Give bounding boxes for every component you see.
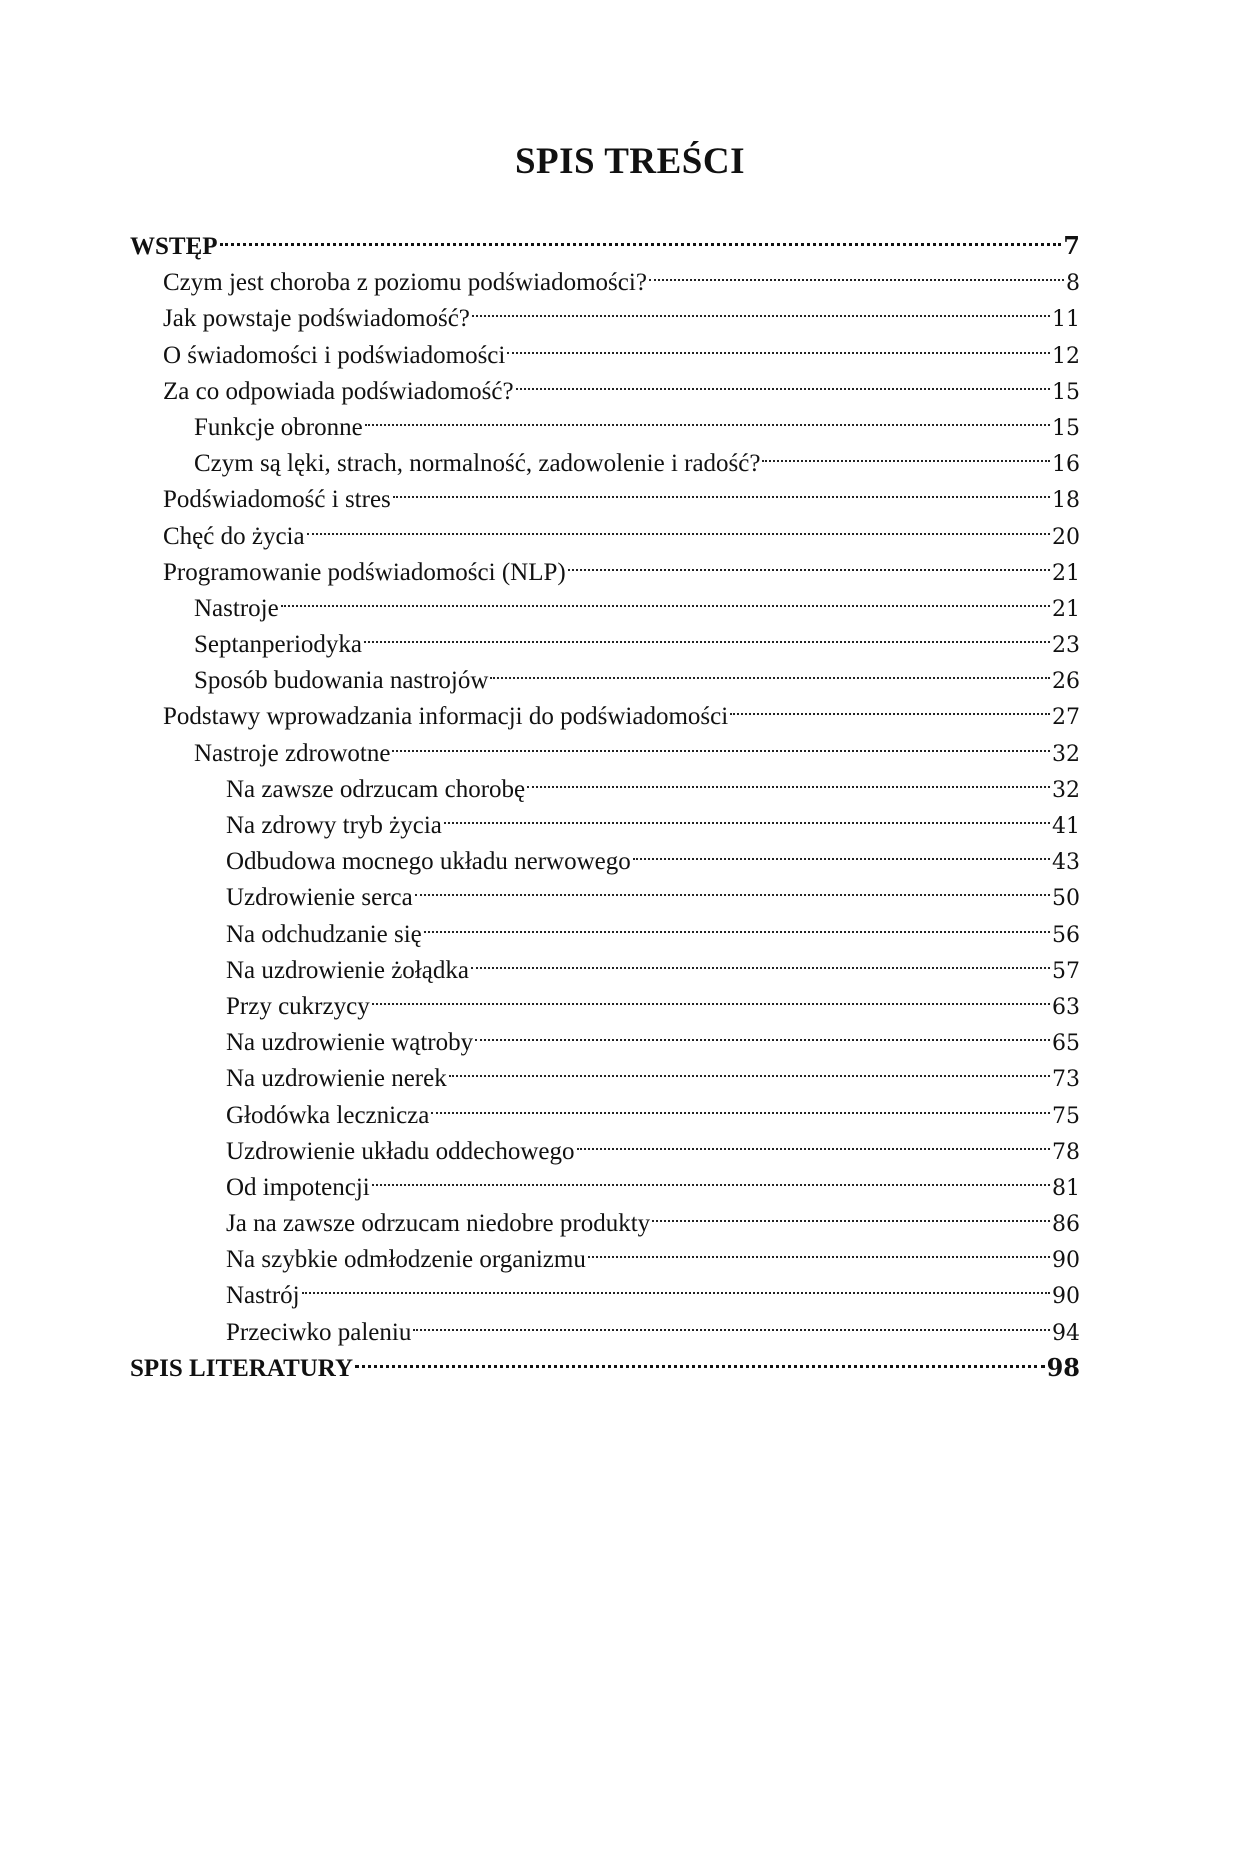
toc-entry-title: Jak powstaje podświadomość? [163,305,470,333]
dot-leader [649,254,1064,290]
toc-entry-title: Głodówka lecznicza [226,1101,430,1129]
toc-entry-page-number: 75 [1052,1103,1080,1129]
toc-entry-title: Na szybkie odmłodzenie organizmu [226,1246,586,1274]
toc-entry-page-number: 21 [1052,596,1080,622]
dot-leader [475,1014,1050,1050]
toc-entry-page-number: 7 [1063,231,1080,260]
dot-leader [762,435,1050,471]
dot-leader [472,290,1050,326]
toc-entry-page-number: 90 [1052,1248,1080,1274]
toc-entry-title: Od impotencji [226,1173,370,1201]
toc-entry-title: WSTĘP [130,233,218,260]
dot-leader [444,797,1050,833]
toc-entry-title: Na zdrowy tryb życia [226,812,442,839]
dot-leader [307,508,1050,544]
toc-entry-page-number: 43 [1052,850,1080,876]
toc-entry-title: Podstawy wprowadzania informacji do podświadomości [163,703,729,731]
toc-entry-title: Uzdrowienie układu oddechowego [226,1137,575,1165]
dot-leader [372,978,1050,1014]
toc-entry-title: Funkcje obronne [194,413,363,441]
toc-entry-page-number: 81 [1052,1175,1080,1201]
toc-entry-title: O świadomości i podświadomości [163,341,506,369]
toc-entry-title: Programowanie podświadomości (NLP) [163,558,566,586]
toc-entry-title: Nastrój [226,1282,300,1310]
dot-leader [449,1050,1050,1086]
dot-leader [490,652,1050,688]
toc-entry-page-number: 27 [1052,705,1080,731]
toc-entry-title: Uzdrowienie serca [226,884,413,912]
toc-entry-page-number: 12 [1052,343,1080,369]
toc-entry-title: Na uzdrowienie wątroby [226,1029,474,1057]
toc-entry-page-number: 15 [1052,415,1080,441]
toc-entry-title: Za co odpowiada podświadomość? [163,377,514,405]
dot-leader [507,327,1050,363]
dot-leader [413,1304,1050,1340]
dot-leader [220,218,1062,254]
toc-entry-title: Na uzdrowienie żołądka [226,956,469,984]
toc-entry-title: Czym są lęki, strach, normalność, zadowolenie i radość? [194,450,761,478]
toc-entry-page-number: 21 [1052,560,1080,586]
toc-entry-page-number: 23 [1052,633,1080,659]
toc-entry-page-number: 98 [1046,1352,1080,1382]
dot-leader [471,942,1050,978]
toc-entry-title: Przy cukrzycy [226,992,370,1020]
toc-entry-page-number: 16 [1052,452,1080,478]
toc-entry-page-number: 65 [1052,1031,1080,1057]
dot-leader [372,1159,1050,1195]
toc-entry-page-number: 86 [1052,1212,1080,1238]
table-of-contents [130,218,1080,1382]
dot-leader [633,833,1050,869]
dot-leader [527,761,1050,797]
toc-entry-page-number: 63 [1052,994,1080,1020]
toc-entry-page-number: 90 [1052,1284,1080,1310]
toc-entry-title: Sposób budowania nastrojów [194,667,489,695]
toc-entry-title: Przeciwko paleniu [226,1318,412,1346]
toc-entry-page-number: 32 [1052,741,1080,767]
dot-leader [568,544,1050,580]
dot-leader [516,363,1050,399]
toc-entry [130,218,1080,260]
toc-entry-page-number: 73 [1052,1067,1080,1093]
toc-entry-page-number: 8 [1066,271,1080,297]
dot-leader [365,399,1050,435]
dot-leader [415,869,1050,905]
dot-leader [577,1123,1051,1159]
dot-leader [730,688,1050,724]
dot-leader [355,1340,1045,1376]
toc-entry-title: Septanperiodyka [194,631,363,659]
toc-entry [130,254,1080,297]
dot-leader [431,1087,1050,1123]
toc-entry-page-number: 78 [1052,1139,1080,1165]
toc-entry-page-number: 94 [1052,1320,1080,1346]
toc-entry-title: Nastroje [194,594,279,622]
dot-leader [302,1267,1050,1303]
toc-entry-title: SPIS LITERATURY [130,1354,354,1382]
toc-entry-page-number: 18 [1052,488,1080,514]
dot-leader [392,725,1050,761]
dot-leader [424,906,1050,942]
toc-entry-title: Na zawsze odrzucam chorobę [226,775,526,803]
toc-entry-page-number: 20 [1052,524,1080,550]
page-title: SPIS TREŚCI [514,141,745,182]
dot-leader [652,1195,1050,1231]
toc-entry-page-number: 15 [1052,379,1080,405]
toc-entry-title: Chęć do życia [163,522,305,550]
dot-leader [588,1231,1050,1267]
toc-entry-title: Podświadomość i stres [163,486,391,514]
dot-leader [281,580,1050,616]
toc-entry-page-number: 41 [1052,814,1080,839]
toc-entry-title: Czym jest choroba z poziomu podświadomości? [163,269,647,297]
toc-entry-title: Na uzdrowienie nerek [226,1065,447,1093]
toc-entry-title: Ja na zawsze odrzucam niedobre produkty [226,1210,651,1238]
dot-leader [364,616,1050,652]
toc-entry-page-number: 26 [1052,669,1080,695]
toc-entry-title: Nastroje zdrowotne [194,739,391,767]
toc-entry-title: Odbudowa mocnego układu nerwowego [226,848,631,876]
dot-leader [393,471,1050,507]
toc-entry-page-number: 56 [1052,922,1080,948]
toc-entry-page-number: 50 [1052,886,1080,912]
toc-entry-page-number: 32 [1052,777,1080,803]
toc-entry-page-number: 57 [1052,958,1080,984]
toc-entry-title: Na odchudzanie się [226,920,422,948]
toc-entry-page-number: 11 [1052,307,1080,333]
